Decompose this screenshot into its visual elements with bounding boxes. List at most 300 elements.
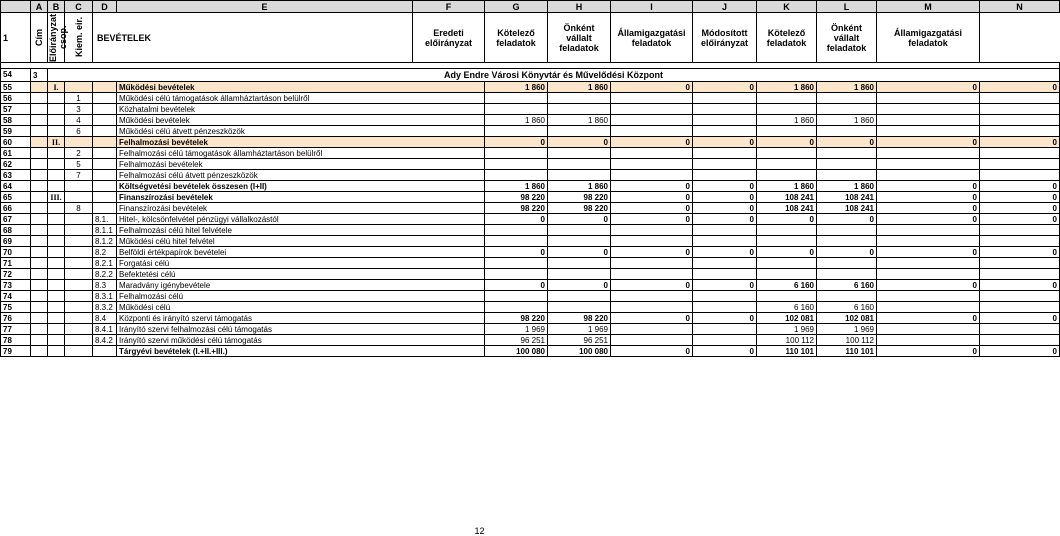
cell-j[interactable] xyxy=(693,335,757,346)
cell-b[interactable] xyxy=(48,247,65,258)
cell-b[interactable]: III. xyxy=(48,192,65,203)
row-number[interactable]: 1 xyxy=(1,13,31,63)
cell-b[interactable]: I. xyxy=(48,82,65,93)
cell-i[interactable] xyxy=(611,324,693,335)
cell-n[interactable] xyxy=(980,335,1060,346)
cell-a[interactable] xyxy=(31,93,48,104)
cell-j[interactable]: 0 xyxy=(693,192,757,203)
cell-g[interactable] xyxy=(485,93,548,104)
cell-description[interactable]: Felhalmozási célú xyxy=(117,291,485,302)
cell-a[interactable] xyxy=(31,159,48,170)
header-bevetelek[interactable]: BEVÉTELEK xyxy=(93,13,413,63)
cell-a[interactable] xyxy=(31,269,48,280)
cell-description[interactable]: Központi és irányító szervi támogatás xyxy=(117,313,485,324)
cell-g[interactable]: 1 860 xyxy=(485,82,548,93)
cell-l[interactable] xyxy=(817,93,877,104)
cell-g[interactable]: 1 969 xyxy=(485,324,548,335)
cell-j[interactable] xyxy=(693,126,757,137)
column-header-k[interactable]: K xyxy=(757,1,817,13)
cell-n[interactable]: 0 xyxy=(980,247,1060,258)
row-number[interactable]: 74 xyxy=(1,291,31,302)
row-number[interactable]: 69 xyxy=(1,236,31,247)
cell-i[interactable] xyxy=(611,126,693,137)
cell-l[interactable]: 0 xyxy=(817,214,877,225)
cell-j[interactable] xyxy=(693,93,757,104)
cell-d[interactable] xyxy=(93,104,117,115)
cell-g[interactable] xyxy=(485,170,548,181)
cell-c[interactable] xyxy=(65,236,93,247)
cell-d[interactable] xyxy=(93,137,117,148)
cell-c[interactable]: 3 xyxy=(65,104,93,115)
cell-a[interactable] xyxy=(31,335,48,346)
institution-name[interactable]: Ady Endre Városi Könyvtár és Művelődési Központ xyxy=(48,69,1060,82)
row-number[interactable]: 78 xyxy=(1,335,31,346)
cell-b[interactable] xyxy=(48,148,65,159)
cell-h[interactable] xyxy=(548,258,611,269)
cell-description[interactable]: Költségvetési bevételek összesen (I+II) xyxy=(117,181,485,192)
cell-c[interactable] xyxy=(65,291,93,302)
cell-h[interactable]: 0 xyxy=(548,247,611,258)
cell-m[interactable] xyxy=(877,159,980,170)
cell-l[interactable]: 0 xyxy=(817,137,877,148)
cell-description[interactable]: Működési célú támogatások államháztartáson belülről xyxy=(117,93,485,104)
cell-b[interactable] xyxy=(48,302,65,313)
cell-k[interactable]: 0 xyxy=(757,137,817,148)
header-kiem-eir[interactable]: Kiem. eir. xyxy=(65,13,93,63)
cell-i[interactable] xyxy=(611,302,693,313)
cell-h[interactable]: 1 969 xyxy=(548,324,611,335)
cell-description[interactable]: Finanszírozási bevételek xyxy=(117,203,485,214)
cell-k[interactable]: 110 101 xyxy=(757,346,817,357)
cell-a[interactable] xyxy=(31,203,48,214)
cell-j[interactable] xyxy=(693,104,757,115)
cell-b[interactable] xyxy=(48,126,65,137)
cell-h[interactable] xyxy=(548,302,611,313)
institution-cim-cell[interactable]: 3 xyxy=(31,69,48,82)
cell-a[interactable] xyxy=(31,291,48,302)
cell-b[interactable] xyxy=(48,291,65,302)
cell-c[interactable] xyxy=(65,302,93,313)
cell-a[interactable] xyxy=(31,258,48,269)
cell-k[interactable] xyxy=(757,236,817,247)
cell-h[interactable] xyxy=(548,225,611,236)
cell-d[interactable]: 8.1. xyxy=(93,214,117,225)
cell-k[interactable] xyxy=(757,148,817,159)
cell-m[interactable]: 0 xyxy=(877,214,980,225)
cell-description[interactable]: Felhalmozási célú támogatások államháztartáson belülről xyxy=(117,148,485,159)
cell-c[interactable] xyxy=(65,313,93,324)
cell-c[interactable] xyxy=(65,192,93,203)
cell-l[interactable]: 0 xyxy=(817,247,877,258)
cell-m[interactable] xyxy=(877,236,980,247)
cell-c[interactable]: 8 xyxy=(65,203,93,214)
cell-description[interactable]: Finanszírozási bevételek xyxy=(117,192,485,203)
cell-d[interactable]: 8.3.1 xyxy=(93,291,117,302)
cell-description[interactable]: Felhalmozási célú hitel felvétele xyxy=(117,225,485,236)
cell-i[interactable] xyxy=(611,269,693,280)
cell-i[interactable] xyxy=(611,170,693,181)
cell-l[interactable]: 6 160 xyxy=(817,302,877,313)
cell-m[interactable]: 0 xyxy=(877,203,980,214)
row-number[interactable]: 55 xyxy=(1,82,31,93)
cell-k[interactable] xyxy=(757,104,817,115)
row-number[interactable]: 67 xyxy=(1,214,31,225)
cell-k[interactable]: 1 860 xyxy=(757,181,817,192)
cell-a[interactable] xyxy=(31,214,48,225)
cell-k[interactable]: 108 241 xyxy=(757,203,817,214)
cell-b[interactable] xyxy=(48,313,65,324)
column-header-f[interactable]: F xyxy=(413,1,485,13)
cell-n[interactable] xyxy=(980,324,1060,335)
cell-g[interactable]: 98 220 xyxy=(485,313,548,324)
cell-d[interactable]: 8.2.2 xyxy=(93,269,117,280)
cell-b[interactable] xyxy=(48,335,65,346)
cell-i[interactable]: 0 xyxy=(611,280,693,291)
cell-g[interactable] xyxy=(485,291,548,302)
cell-h[interactable] xyxy=(548,291,611,302)
cell-h[interactable] xyxy=(548,148,611,159)
cell-d[interactable] xyxy=(93,170,117,181)
cell-l[interactable]: 1 860 xyxy=(817,181,877,192)
cell-description[interactable]: Működési bevételek xyxy=(117,82,485,93)
cell-i[interactable]: 0 xyxy=(611,247,693,258)
cell-h[interactable] xyxy=(548,236,611,247)
cell-d[interactable]: 8.4.2 xyxy=(93,335,117,346)
cell-m[interactable]: 0 xyxy=(877,313,980,324)
cell-n[interactable]: 0 xyxy=(980,214,1060,225)
cell-a[interactable] xyxy=(31,137,48,148)
cell-k[interactable] xyxy=(757,225,817,236)
cell-j[interactable]: 0 xyxy=(693,214,757,225)
cell-m[interactable] xyxy=(877,324,980,335)
cell-description[interactable]: Hitel-, kölcsönfelvétel pénzügyi vállalkozástól xyxy=(117,214,485,225)
header-eredeti-eloiranyzat[interactable]: Eredeti előirányzat xyxy=(413,13,485,63)
cell-d[interactable] xyxy=(93,148,117,159)
row-number[interactable]: 62 xyxy=(1,159,31,170)
cell-g[interactable]: 100 080 xyxy=(485,346,548,357)
cell-n[interactable] xyxy=(980,126,1060,137)
cell-c[interactable] xyxy=(65,247,93,258)
cell-h[interactable]: 98 220 xyxy=(548,313,611,324)
header-onkent-vallalt-feladatok[interactable]: Önként vállalt feladatok xyxy=(548,13,611,63)
cell-n[interactable] xyxy=(980,236,1060,247)
cell-a[interactable] xyxy=(31,236,48,247)
cell-d[interactable] xyxy=(93,203,117,214)
cell-a[interactable] xyxy=(31,313,48,324)
cell-a[interactable] xyxy=(31,346,48,357)
header-eloiranyzat-csop[interactable]: Előirányzat csop. xyxy=(48,13,68,62)
cell-c[interactable] xyxy=(65,280,93,291)
row-number[interactable]: 76 xyxy=(1,313,31,324)
cell-j[interactable] xyxy=(693,302,757,313)
cell-h[interactable]: 1 860 xyxy=(548,115,611,126)
cell-j[interactable]: 0 xyxy=(693,203,757,214)
cell-n[interactable] xyxy=(980,159,1060,170)
cell-m[interactable]: 0 xyxy=(877,192,980,203)
cell-j[interactable] xyxy=(693,148,757,159)
cell-d[interactable] xyxy=(93,126,117,137)
cell-m[interactable] xyxy=(877,335,980,346)
cell-j[interactable] xyxy=(693,269,757,280)
cell-m[interactable] xyxy=(877,126,980,137)
cell-m[interactable]: 0 xyxy=(877,82,980,93)
cell-j[interactable]: 0 xyxy=(693,280,757,291)
cell-description[interactable]: Maradvány igénybevétele xyxy=(117,280,485,291)
row-number[interactable]: 72 xyxy=(1,269,31,280)
cell-h[interactable] xyxy=(548,126,611,137)
cell-n[interactable]: 0 xyxy=(980,346,1060,357)
cell-g[interactable] xyxy=(485,159,548,170)
cell-description[interactable]: Felhalmozási célú átvett pénzeszközök xyxy=(117,170,485,181)
cell-h[interactable]: 98 220 xyxy=(548,192,611,203)
cell-h[interactable] xyxy=(548,104,611,115)
cell-description[interactable]: Irányító szervi felhalmozási célú támogatás xyxy=(117,324,485,335)
column-header-d[interactable]: D xyxy=(93,1,117,13)
cell-k[interactable]: 1 860 xyxy=(757,115,817,126)
cell-m[interactable]: 0 xyxy=(877,346,980,357)
cell-g[interactable]: 96 251 xyxy=(485,335,548,346)
cell-a[interactable] xyxy=(31,280,48,291)
cell-j[interactable]: 0 xyxy=(693,313,757,324)
cell-i[interactable] xyxy=(611,148,693,159)
cell-c[interactable] xyxy=(65,324,93,335)
cell-j[interactable] xyxy=(693,291,757,302)
cell-g[interactable]: 1 860 xyxy=(485,115,548,126)
cell-d[interactable] xyxy=(93,192,117,203)
row-number[interactable]: 64 xyxy=(1,181,31,192)
cell-description[interactable]: Közhatalmi bevételek xyxy=(117,104,485,115)
cell-m[interactable] xyxy=(877,291,980,302)
row-number[interactable]: 60 xyxy=(1,137,31,148)
cell-i[interactable]: 0 xyxy=(611,82,693,93)
cell-b[interactable] xyxy=(48,324,65,335)
cell-i[interactable]: 0 xyxy=(611,203,693,214)
cell-n[interactable]: 0 xyxy=(980,280,1060,291)
cell-g[interactable] xyxy=(485,126,548,137)
cell-i[interactable] xyxy=(611,335,693,346)
header-kotelezo-feladatok-mod[interactable]: Kötelező feladatok xyxy=(757,13,817,63)
cell-g[interactable]: 0 xyxy=(485,247,548,258)
column-header-c[interactable]: C xyxy=(65,1,93,13)
row-number[interactable]: 70 xyxy=(1,247,31,258)
cell-m[interactable] xyxy=(877,148,980,159)
cell-d[interactable] xyxy=(93,159,117,170)
cell-b[interactable] xyxy=(48,170,65,181)
cell-i[interactable]: 0 xyxy=(611,181,693,192)
cell-i[interactable]: 0 xyxy=(611,137,693,148)
cell-b[interactable] xyxy=(48,225,65,236)
cell-b[interactable] xyxy=(48,258,65,269)
cell-k[interactable]: 6 160 xyxy=(757,280,817,291)
cell-l[interactable] xyxy=(817,236,877,247)
cell-c[interactable] xyxy=(65,82,93,93)
cell-c[interactable] xyxy=(65,225,93,236)
cell-k[interactable] xyxy=(757,159,817,170)
row-number[interactable]: 75 xyxy=(1,302,31,313)
cell-i[interactable] xyxy=(611,104,693,115)
cell-n[interactable] xyxy=(980,104,1060,115)
cell-j[interactable]: 0 xyxy=(693,346,757,357)
cell-j[interactable] xyxy=(693,159,757,170)
cell-l[interactable] xyxy=(817,225,877,236)
cell-m[interactable] xyxy=(877,302,980,313)
header-allamigazgatasi-feladatok[interactable]: Államigazgatási feladatok xyxy=(611,13,693,63)
cell-i[interactable] xyxy=(611,159,693,170)
cell-k[interactable]: 0 xyxy=(757,214,817,225)
cell-j[interactable]: 0 xyxy=(693,82,757,93)
cell-c[interactable] xyxy=(65,137,93,148)
cell-description[interactable]: Működési célú xyxy=(117,302,485,313)
cell-j[interactable]: 0 xyxy=(693,247,757,258)
cell-m[interactable]: 0 xyxy=(877,137,980,148)
cell-g[interactable]: 0 xyxy=(485,137,548,148)
cell-l[interactable] xyxy=(817,159,877,170)
cell-j[interactable] xyxy=(693,225,757,236)
row-number[interactable]: 58 xyxy=(1,115,31,126)
cell-n[interactable] xyxy=(980,291,1060,302)
column-header-h[interactable]: H xyxy=(548,1,611,13)
cell-h[interactable]: 98 220 xyxy=(548,203,611,214)
cell-a[interactable] xyxy=(31,115,48,126)
cell-i[interactable]: 0 xyxy=(611,214,693,225)
row-number[interactable]: 71 xyxy=(1,258,31,269)
cell-l[interactable] xyxy=(817,170,877,181)
cell-g[interactable] xyxy=(485,302,548,313)
column-header-i[interactable]: I xyxy=(611,1,693,13)
cell-k[interactable] xyxy=(757,170,817,181)
cell-i[interactable]: 0 xyxy=(611,192,693,203)
row-number[interactable]: 63 xyxy=(1,170,31,181)
cell-c[interactable] xyxy=(65,346,93,357)
cell-description[interactable]: Működési célú átvett pénzeszközök xyxy=(117,126,485,137)
cell-m[interactable] xyxy=(877,269,980,280)
column-header-a[interactable]: A xyxy=(31,1,48,13)
cell-n[interactable] xyxy=(980,115,1060,126)
cell-k[interactable]: 100 112 xyxy=(757,335,817,346)
cell-g[interactable] xyxy=(485,225,548,236)
row-number[interactable]: 68 xyxy=(1,225,31,236)
column-header-g[interactable]: G xyxy=(485,1,548,13)
cell-description[interactable]: Működési bevételek xyxy=(117,115,485,126)
cell-d[interactable]: 8.1.1 xyxy=(93,225,117,236)
cell-d[interactable] xyxy=(93,82,117,93)
cell-l[interactable]: 100 112 xyxy=(817,335,877,346)
cell-n[interactable] xyxy=(980,225,1060,236)
cell-description[interactable]: Befektetési célú xyxy=(117,269,485,280)
cell-j[interactable] xyxy=(693,258,757,269)
cell-a[interactable] xyxy=(31,148,48,159)
cell-n[interactable]: 0 xyxy=(980,192,1060,203)
cell-n[interactable] xyxy=(980,302,1060,313)
column-header-n[interactable]: N xyxy=(980,1,1060,13)
row-number[interactable]: 73 xyxy=(1,280,31,291)
cell-c[interactable] xyxy=(65,258,93,269)
cell-description[interactable]: Irányító szervi működési célú támogatás xyxy=(117,335,485,346)
cell-l[interactable]: 108 241 xyxy=(817,203,877,214)
cell-g[interactable]: 1 860 xyxy=(485,181,548,192)
cell-b[interactable] xyxy=(48,269,65,280)
cell-h[interactable] xyxy=(548,159,611,170)
cell-j[interactable]: 0 xyxy=(693,181,757,192)
cell-n[interactable] xyxy=(980,148,1060,159)
row-number[interactable]: 61 xyxy=(1,148,31,159)
cell-d[interactable]: 8.3.2 xyxy=(93,302,117,313)
cell-g[interactable]: 0 xyxy=(485,280,548,291)
cell-l[interactable]: 6 160 xyxy=(817,280,877,291)
header-kotelezo-feladatok[interactable]: Kötelező feladatok xyxy=(485,13,548,63)
cell-l[interactable] xyxy=(817,104,877,115)
cell-n[interactable] xyxy=(980,269,1060,280)
cell-l[interactable]: 1 969 xyxy=(817,324,877,335)
cell-n[interactable] xyxy=(980,258,1060,269)
cell-b[interactable] xyxy=(48,236,65,247)
cell-i[interactable] xyxy=(611,225,693,236)
header-cim[interactable]: Cím xyxy=(31,13,48,63)
cell-j[interactable] xyxy=(693,115,757,126)
header-onkent-vallalt-feladatok-mod[interactable]: Önként vállalt feladatok xyxy=(817,13,877,63)
cell-i[interactable] xyxy=(611,115,693,126)
cell-h[interactable]: 0 xyxy=(548,280,611,291)
row-number[interactable]: 79 xyxy=(1,346,31,357)
cell-d[interactable]: 8.3 xyxy=(93,280,117,291)
cell-b[interactable] xyxy=(48,181,65,192)
cell-d[interactable]: 8.4.1 xyxy=(93,324,117,335)
cell-description[interactable]: Tárgyévi bevételek (I.+II.+III.) xyxy=(117,346,485,357)
column-header-b[interactable]: B xyxy=(48,1,65,13)
cell-k[interactable]: 1 969 xyxy=(757,324,817,335)
cell-b[interactable] xyxy=(48,214,65,225)
cell-h[interactable] xyxy=(548,269,611,280)
cell-l[interactable] xyxy=(817,269,877,280)
cell-description[interactable]: Felhalmozási bevételek xyxy=(117,159,485,170)
row-number[interactable]: 56 xyxy=(1,93,31,104)
cell-m[interactable]: 0 xyxy=(877,280,980,291)
cell-l[interactable] xyxy=(817,126,877,137)
cell-h[interactable]: 100 080 xyxy=(548,346,611,357)
cell-h[interactable]: 1 860 xyxy=(548,82,611,93)
cell-m[interactable]: 0 xyxy=(877,247,980,258)
cell-c[interactable] xyxy=(65,214,93,225)
cell-c[interactable]: 4 xyxy=(65,115,93,126)
cell-a[interactable] xyxy=(31,192,48,203)
cell-h[interactable]: 0 xyxy=(548,137,611,148)
cell-m[interactable] xyxy=(877,93,980,104)
cell-g[interactable]: 98 220 xyxy=(485,192,548,203)
cell-d[interactable] xyxy=(93,93,117,104)
cell-n[interactable]: 0 xyxy=(980,203,1060,214)
cell-d[interactable]: 8.4 xyxy=(93,313,117,324)
cell-i[interactable]: 0 xyxy=(611,346,693,357)
cell-c[interactable]: 7 xyxy=(65,170,93,181)
cell-j[interactable]: 0 xyxy=(693,137,757,148)
cell-n[interactable] xyxy=(980,170,1060,181)
cell-h[interactable]: 0 xyxy=(548,214,611,225)
cell-n[interactable]: 0 xyxy=(980,82,1060,93)
row-number[interactable]: 77 xyxy=(1,324,31,335)
cell-l[interactable]: 102 081 xyxy=(817,313,877,324)
cell-n[interactable] xyxy=(980,93,1060,104)
cell-c[interactable] xyxy=(65,269,93,280)
cell-description[interactable]: Felhalmozási bevételek xyxy=(117,137,485,148)
cell-l[interactable] xyxy=(817,148,877,159)
cell-a[interactable] xyxy=(31,126,48,137)
corner-cell[interactable] xyxy=(1,1,31,13)
cell-k[interactable]: 108 241 xyxy=(757,192,817,203)
cell-n[interactable]: 0 xyxy=(980,137,1060,148)
row-number[interactable]: 54 xyxy=(1,69,31,82)
cell-b[interactable] xyxy=(48,280,65,291)
cell-g[interactable] xyxy=(485,148,548,159)
